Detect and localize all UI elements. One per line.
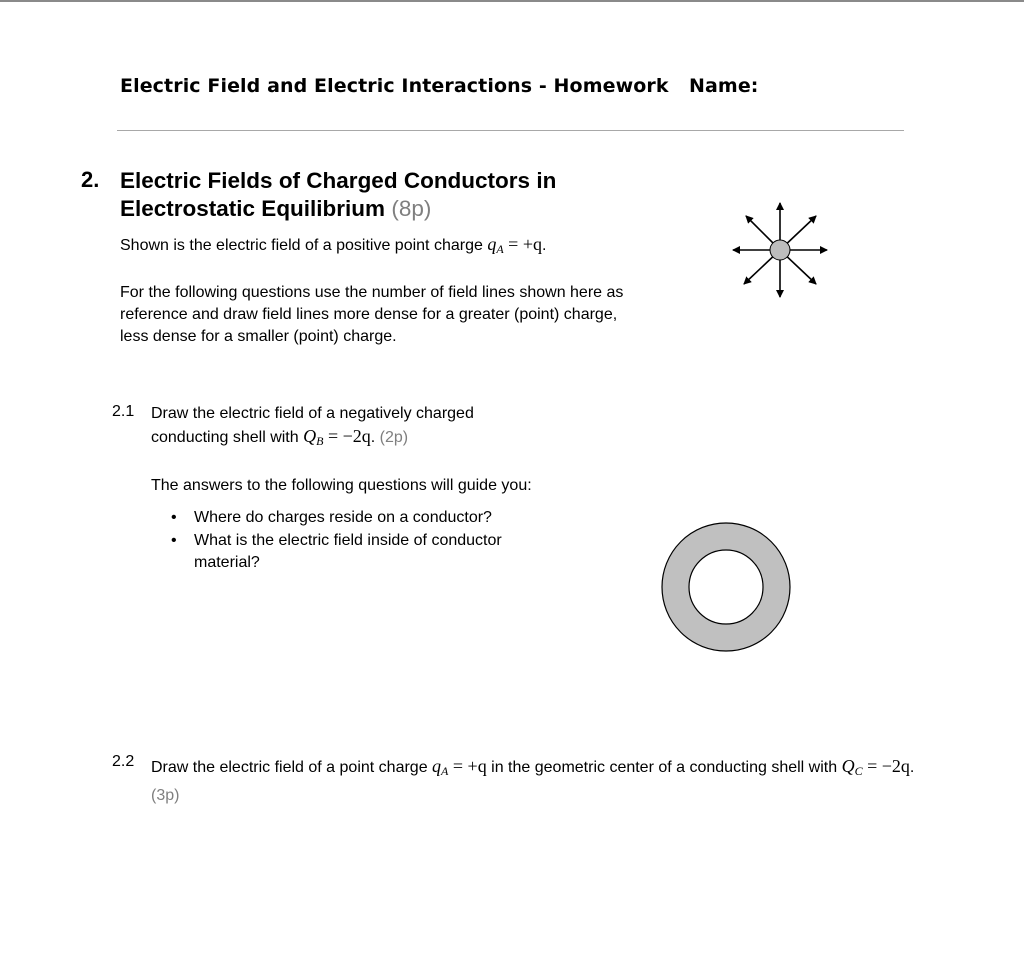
- intro-equation: $q_A = +q$: [487, 234, 542, 256]
- q22-text-a: Draw the electric field of a point charge: [151, 759, 428, 776]
- intro-line: Shown is the electric field of a positive point charge $q_A = +q$.: [120, 234, 547, 256]
- q21-number: 2.1: [112, 403, 135, 420]
- guide-intro: The answers to the following questions will guide you:: [151, 477, 532, 494]
- header-divider: [117, 130, 904, 131]
- intro-text: Shown is the electric field of a positive point charge: [120, 237, 483, 254]
- name-label: Name:: [689, 75, 759, 97]
- guide-questions: [168, 507, 558, 575]
- q21-prompt: Draw the electric field of a negatively charged conducting shell with $Q_B = -2q$. (2p): [151, 405, 474, 448]
- section-title-text: Electric Fields of Charged Conductors in Electrostatic Equilibrium: [120, 168, 557, 221]
- q21-points: (2p): [379, 429, 409, 446]
- page-header: [120, 75, 759, 97]
- conducting-shell-diagram: [660, 521, 792, 653]
- point-charge-field-diagram: [730, 200, 830, 300]
- q22-prompt: Draw the electric field of a point charge $q_A = +q$ in the geometric center of a conducting shell with $Q_C = -2q$. (3p): [151, 756, 915, 804]
- q22-equation-a: $q_A = +q$: [432, 756, 487, 778]
- instructions-paragraph: For the following questions use the number of field lines shown here as reference and draw field lines more dense for a greater (point) charge, less dense for a smaller (point) charge.: [120, 284, 624, 345]
- q21-equation: $Q_B = -2q$: [303, 426, 371, 448]
- q22-number: 2.2: [112, 753, 135, 770]
- q22-points: (3p): [151, 787, 180, 804]
- q21-text: Draw the electric field of a negatively charged conducting shell with: [151, 405, 474, 446]
- top-border: [0, 0, 1024, 2]
- guide-bullet-1: • Where do charges reside on a conductor?: [171, 509, 492, 526]
- guide-bullet-2: • What is the electric field inside of conductor material?: [171, 532, 502, 571]
- section-title: [120, 167, 640, 223]
- q22-equation-b: $Q_C = -2q$: [841, 756, 910, 778]
- header-title: Electric Field and Electric Interactions - Homework: [120, 75, 669, 97]
- section-number: 2.: [81, 167, 100, 192]
- q22-text-b: in the geometric center of a conducting shell with: [491, 759, 838, 776]
- shell-cavity: [689, 550, 763, 624]
- section-points: (8p): [391, 196, 432, 221]
- positive-point-charge: [770, 240, 790, 260]
